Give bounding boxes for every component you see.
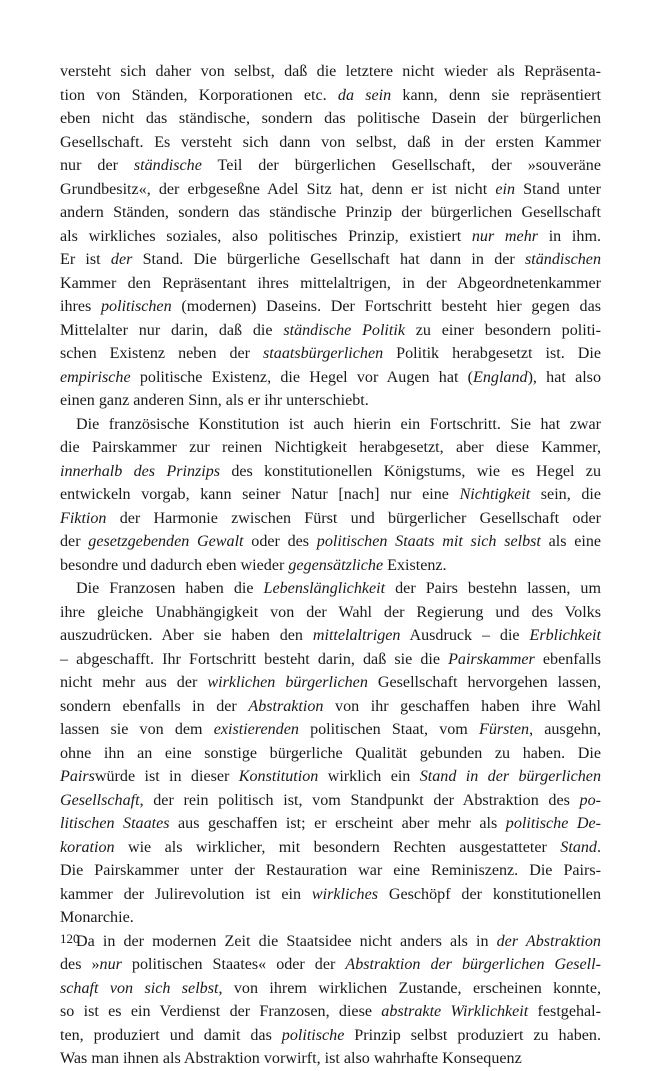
emphasis: Erblichkeit [529,627,601,644]
emphasis: Abstraktion [248,697,324,715]
text-line: Er ist der Stand. Die bürgerliche Gesellschaft hat dann in der ständischen [60,251,601,268]
emphasis: ständische [133,157,202,174]
text-line: Kammer den Repräsentant ihres mittelaltrigen, in der Abgeordnetenkammer [60,274,601,292]
text-line: ihres politischen (modernen) Daseins. Der Fortschritt besteht hier gegen das [60,298,601,315]
text-line: Die Franzosen haben die Lebenslänglichkeit der Pairs bestehn lassen, um [76,580,602,597]
text-line: so ist es ein Verdienst der Franzosen, diese abstrakte Wirklichkeit festgehal- [60,1003,601,1020]
text-line: kammer der Julirevolution ist ein wirkliches Geschöpf der konstitutionellen [60,885,601,903]
emphasis: politischen [101,298,172,315]
text-line: entwickeln vorgab, kann seiner Natur [nach] nur eine Nichtigkeit sein, die [60,486,601,503]
text-line: des »nur politischen Staates« oder der Abstraktion der bürgerlichen Gesell- [60,956,601,973]
text-line: eben nicht das ständische, sondern das politische Dasein der bürgerlichen [60,110,601,127]
text-line: als wirkliches soziales, also politisches Prinzip, existiert nur mehr in ihm. [60,227,601,245]
text-line: schaft von sich selbst, von ihrem wirklichen Zustande, erscheinen konnte, [60,979,601,997]
emphasis: existierenden [213,721,299,738]
emphasis: Pairskammer [448,650,535,668]
emphasis: ständischen [525,251,601,268]
emphasis: nur mehr [471,227,539,245]
emphasis: abstrakte Wirklichkeit [381,1003,529,1020]
emphasis: wirkliches [311,885,379,903]
text-line: Fiktion der Harmonie zwischen Fürst und bürgerlicher Gesellschaft oder [60,509,601,527]
text-line: litischen Staates aus geschaffen ist; er erscheint aber mehr als politische De- [60,815,601,832]
text-line: Grundbesitz«, der erbgeseßne Adel Sitz hat, denn er ist nicht ein Stand unter [60,180,601,198]
text-line: innerhalb des Prinzips des konstitutionellen Königstums, wie es Hegel zu [60,462,601,480]
emphasis: da sein [337,86,392,104]
emphasis: koration [60,838,115,856]
emphasis: Fiktion [60,509,107,527]
emphasis: England [473,368,528,386]
emphasis: ein [495,180,515,198]
text-line: auszudrücken. Aber sie haben den mittelaltrigen Ausdruck – die Erblichkeit [60,627,601,644]
text-line: ihre gleiche Unabhängigkeit von der Wahl der Regierung und des Volks [60,603,601,621]
emphasis: Konstitution [238,768,319,785]
text-line: Pairswürde ist in dieser Konstitution wirklich ein Stand in der bürgerlichen [60,768,601,785]
text-line: andern Ständen, sondern das ständische Prinzip der bürgerlichen Gesellschaft [60,204,601,221]
text-line: einen ganz anderen Sinn, als er ihr unterschiebt. [60,392,369,409]
text-line: der gesetzgebenden Gewalt oder des politischen Staats mit sich selbst als eine [60,533,602,550]
text-line: nicht mehr aus der wirklichen bürgerlichen Gesellschaft hervorgehen lassen, [60,674,601,691]
text-line: versteht sich daher von selbst, daß die letztere nicht wieder als Repräsenta- [60,63,601,80]
text-line: Gesellschaft, der rein politisch ist, vom Standpunkt der Abstraktion des po- [60,791,601,809]
emphasis: der Abstraktion [496,932,601,950]
emphasis: Lebenslänglichkeit [263,580,386,597]
emphasis: gesetzgebenden Gewalt [88,533,244,550]
emphasis: staatsbürgerlichen [263,345,384,362]
emphasis: po- [579,791,601,809]
emphasis: nur [99,956,122,973]
text-line: die Pairskammer zur reinen Nichtigkeit herabgesetzt, aber diese Kammer, [60,439,601,456]
text-line: Die französische Konstitution ist auch hierin ein Fortschritt. Sie hat zwar [76,415,601,433]
text-line: Gesellschaft. Es versteht sich dann von selbst, daß in der ersten Kammer [60,133,601,151]
emphasis: mittelaltrigen [312,627,401,644]
emphasis: litischen Staates [60,815,170,832]
text-line: Was man ihnen als Abstraktion vorwirft, ist also wahrhafte Konsequenz [60,1050,522,1067]
text-line: tion von Ständen, Korporationen etc. da sein kann, denn sie repräsentiert [60,86,602,104]
text-line: koration wie als wirklicher, mit besondern Rechten ausgestatteter Stand. [60,838,601,856]
emphasis: ständische Politik [283,321,405,339]
emphasis: empirische [60,368,131,386]
emphasis: Pairs [60,768,95,785]
text-line: lassen sie von dem existierenden politischen Staat, vom Fürsten, ausgehn, [60,721,602,738]
emphasis: gegensätzliche [288,556,384,574]
emphasis: innerhalb des Prinzips [60,462,221,480]
text-line: Monarchie. [60,909,134,926]
emphasis: Nichtigkeit [459,486,531,503]
emphasis: politischen Staats mit sich selbst [316,533,541,550]
text-line: Da in der modernen Zeit die Staatsidee nicht anders als in der Abstraktion [76,932,601,950]
text-line: Die Pairskammer unter der Restauration war eine Reminiszenz. Die Pairs- [60,862,601,879]
text-line: Mittelalter nur darin, daß die ständische Politik zu einer besondern politi- [60,321,602,339]
emphasis: Fürsten [478,721,530,738]
text-line: – abgeschafft. Ihr Fortschritt besteht darin, daß sie die Pairskammer ebenfalls [60,650,601,668]
body-text [60,60,601,1071]
emphasis: Stand [560,838,597,856]
emphasis: Stand in der bürgerlichen [419,768,601,785]
text-line: nur der ständische Teil der bürgerlichen Gesellschaft, der »souveräne [60,157,601,174]
text-line: schen Existenz neben der staatsbürgerlichen Politik herabgesetzt ist. Die [60,345,601,362]
emphasis: wirklichen bürgerlichen [207,674,368,691]
page-number: 120 [60,931,80,946]
text-line: ten, produziert und damit das politische Prinzip selbst produziert zu haben. [60,1026,601,1044]
text-line: empirische politische Existenz, die Hegel vor Augen hat (England), hat also [60,368,601,386]
text-line: besondre und dadurch eben wieder gegensätzliche Existenz. [60,556,447,574]
text-line: sondern ebenfalls in der Abstraktion von ihr geschaffen haben ihre Wahl [60,697,601,715]
text-line: ohne ihn an eine sonstige bürgerliche Qualität gebunden zu haben. Die [60,744,601,762]
emphasis: politische De- [505,815,601,832]
emphasis: Abstraktion der bürgerlichen Gesell- [345,956,601,973]
emphasis: der [110,251,133,268]
emphasis: Gesellschaft [60,791,140,809]
emphasis: schaft von sich selbst [60,979,219,997]
emphasis: politische [281,1026,345,1044]
